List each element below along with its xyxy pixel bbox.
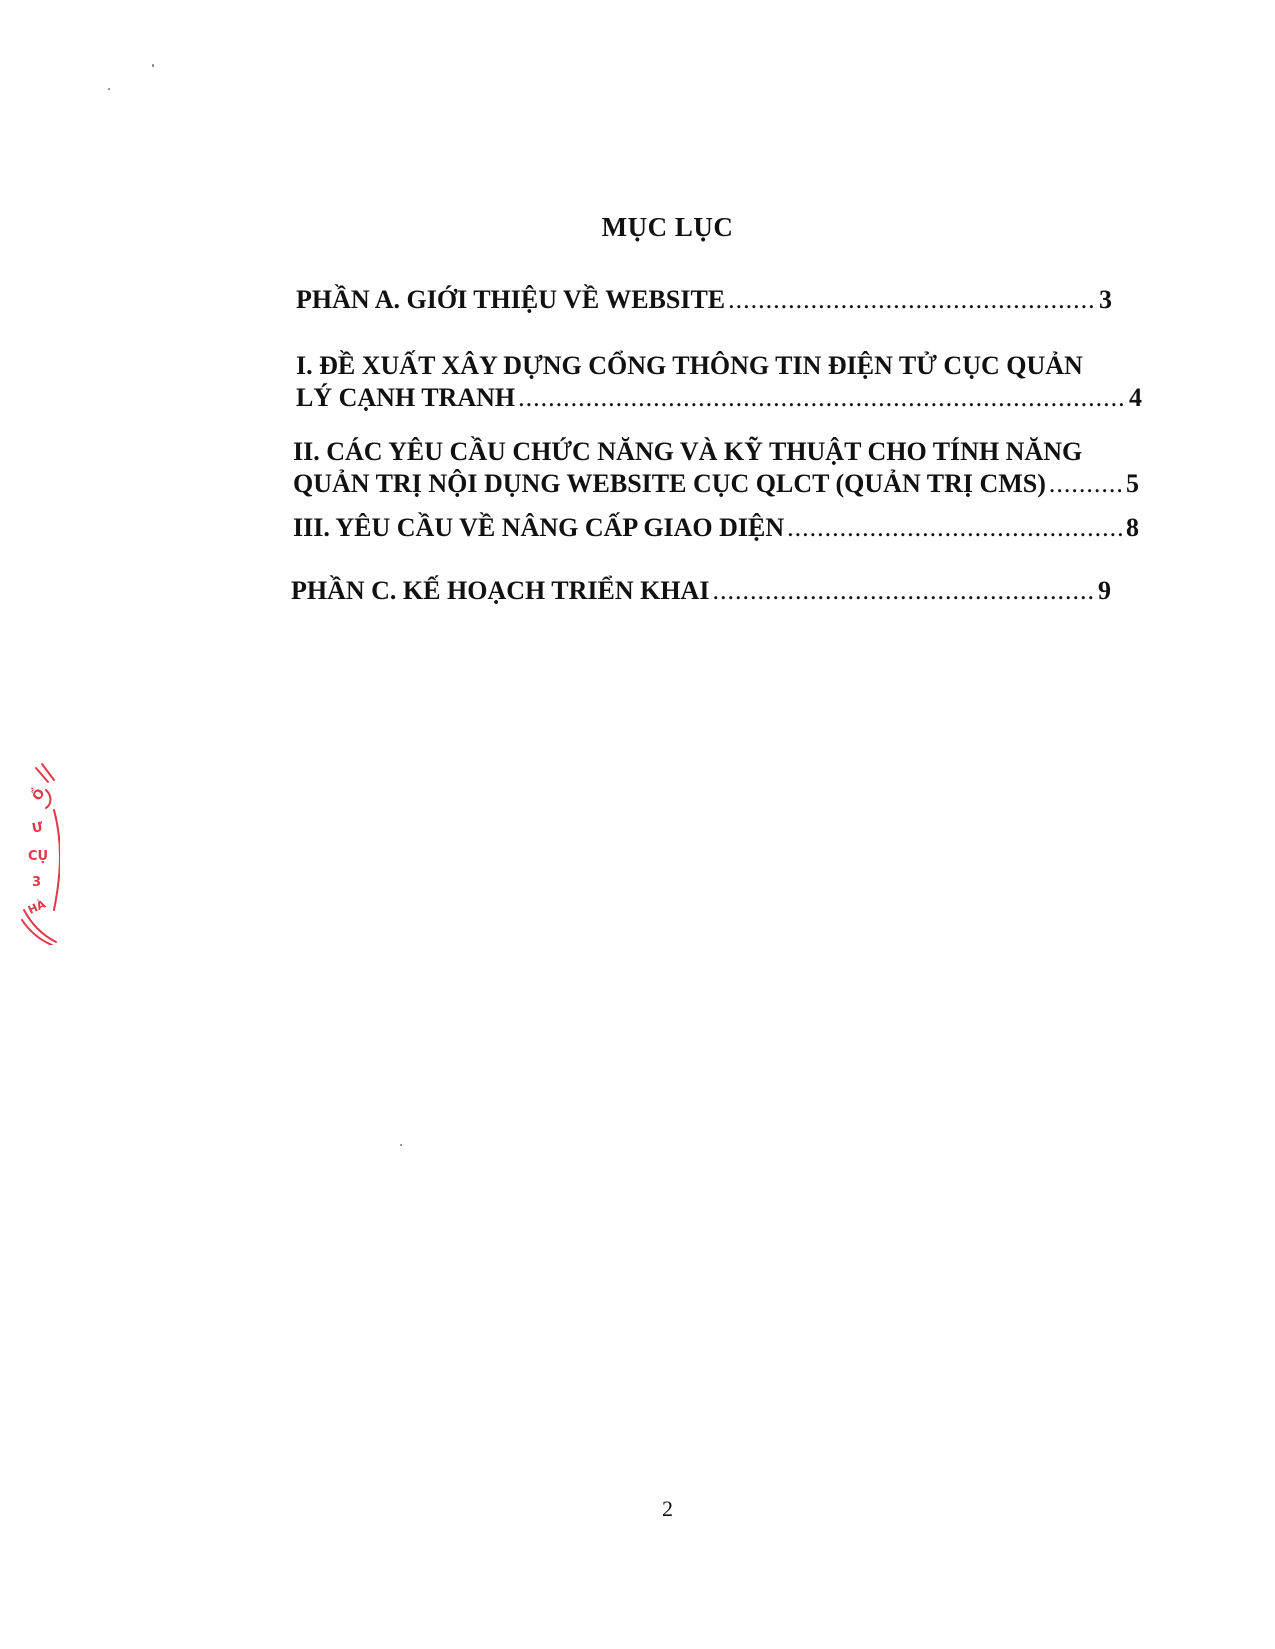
toc-entry-text: II. CÁC YÊU CẦU CHỨC NĂNG VÀ KỸ THUẬT CHO TÍNH NĂNG xyxy=(293,437,1083,466)
toc-dot-leader xyxy=(728,284,1096,316)
scan-speck xyxy=(152,64,154,67)
toc-page-number: 8 xyxy=(1126,513,1139,542)
stamp-char: Ồ xyxy=(29,786,49,804)
stamp-char: 3 xyxy=(32,875,42,890)
toc-page-number: 9 xyxy=(1098,576,1111,605)
toc-entry-text: III. YÊU CẦU VỀ NÂNG CẤP GIAO DIỆN xyxy=(293,513,785,542)
toc-line xyxy=(296,382,1142,414)
toc-entry-section-iii[interactable] xyxy=(293,512,1139,544)
toc-page-number: 5 xyxy=(1126,469,1139,498)
toc-line xyxy=(293,512,1139,544)
stamp-char: Ư xyxy=(30,819,45,837)
toc-line xyxy=(296,284,1112,316)
toc-dot-leader xyxy=(712,575,1095,607)
toc-entry-text: QUẢN TRỊ NỘI DỤNG WEBSITE CỤC QLCT (QUẢN TRỊ CMS) xyxy=(293,469,1046,498)
toc-entry-section-i[interactable] xyxy=(296,350,1142,414)
partial-seal-stamp xyxy=(20,760,60,945)
scan-speck xyxy=(108,88,110,90)
toc-line xyxy=(296,350,1142,382)
toc-entry-part-c[interactable] xyxy=(291,575,1111,607)
toc-entry-section-ii[interactable] xyxy=(293,436,1139,500)
toc-dot-leader xyxy=(787,512,1123,544)
toc-entry-text: PHẦN C. KẾ HOẠCH TRIỂN KHAI xyxy=(291,576,710,605)
toc-line xyxy=(293,468,1139,500)
toc-dot-leader xyxy=(518,382,1126,414)
toc-page-number: 3 xyxy=(1099,285,1112,314)
stamp-char: HÀ xyxy=(26,897,48,917)
page-number: 2 xyxy=(662,1496,673,1521)
toc-entry-text: I. ĐỀ XUẤT XÂY DỰNG CỔNG THÔNG TIN ĐIỆN TỬ CỤC QUẢN xyxy=(296,351,1083,380)
toc-entry-text: LÝ CẠNH TRANH xyxy=(296,383,516,412)
toc-dot-leader xyxy=(1049,468,1123,500)
toc-entry-text: PHẦN A. GIỚI THIỆU VỀ WEBSITE xyxy=(296,285,726,314)
page-title: MỤC LỤC xyxy=(601,212,734,242)
toc-line xyxy=(291,575,1111,607)
toc-page-number: 4 xyxy=(1129,383,1142,412)
stamp-char: CỤ xyxy=(28,849,49,864)
scan-speck xyxy=(400,1144,402,1146)
toc-entry-part-a[interactable] xyxy=(296,284,1112,316)
toc-line xyxy=(293,436,1139,468)
